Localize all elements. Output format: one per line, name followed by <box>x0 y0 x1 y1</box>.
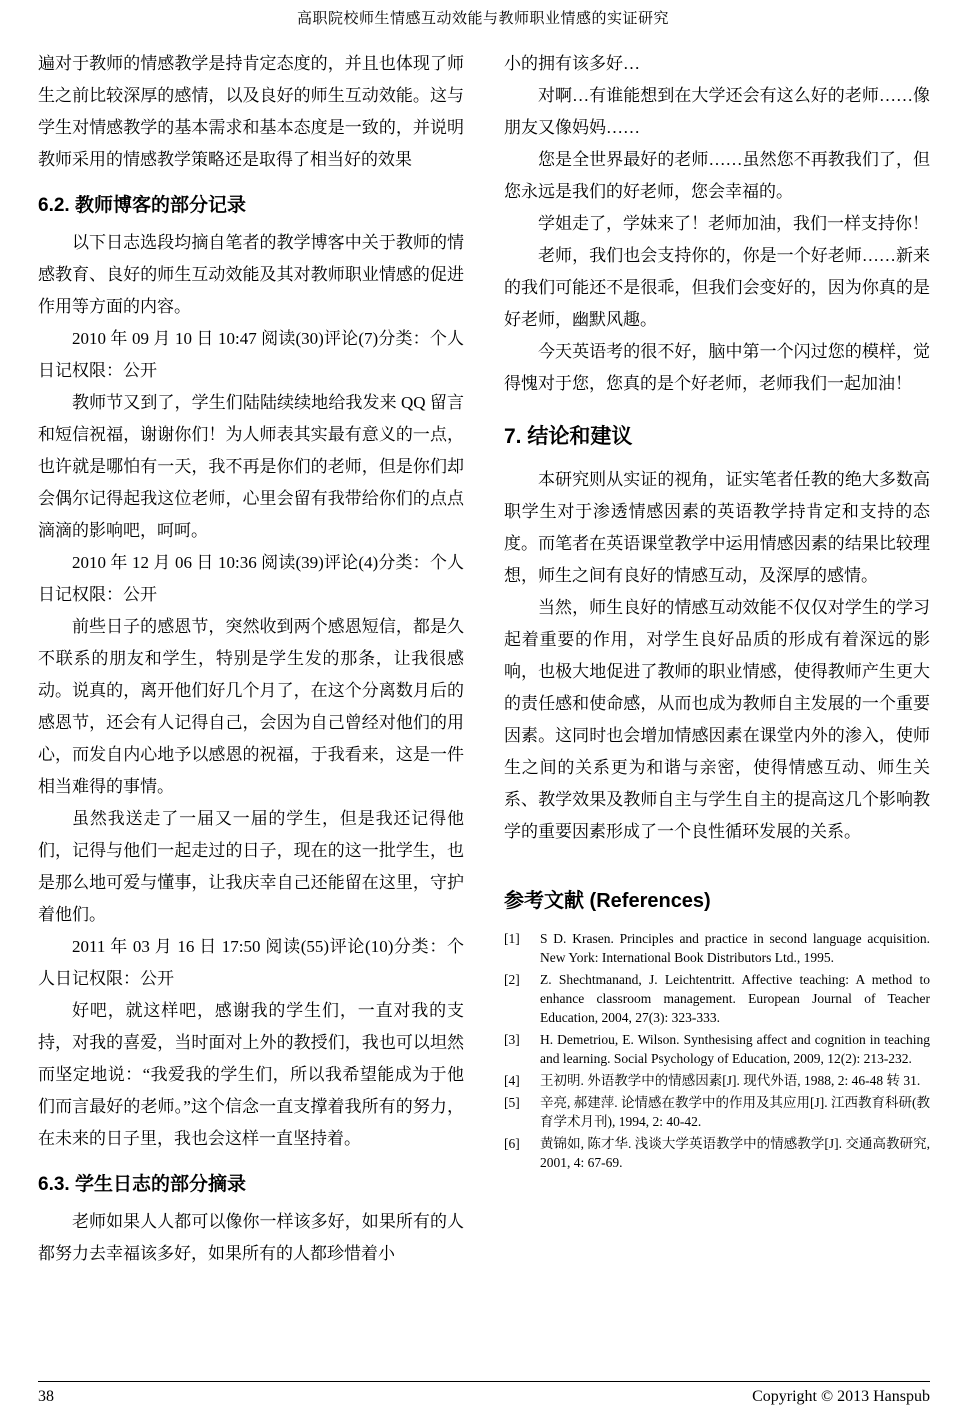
blog-entry-paragraph: 教师节又到了，学生们陆陆续续地给我发来 QQ 留言和短信祝福，谢谢你们！为人师表其实最有意义的一点，也许就是哪怕有一天，我不再是你们的老师，但是你们却会偶尔记得起我这位老师，心里会留有我带给你们的点点滴滴的影响吧，呵呵。 <box>38 393 464 540</box>
student-quote-paragraph: 老师，我们也会支持你的，你是一个好老师……新来的我们可能还不是很乖，但我们会变好的，因为你真的是好老师，幽默风趣。 <box>504 246 930 329</box>
student-quote-paragraph: 小的拥有该多好… <box>504 54 640 73</box>
right-column <box>504 48 930 1368</box>
paragraph: 遍对于教师的情感教学是持肯定态度的，并且也体现了师生之前比较深厚的感情，以及良好的师生互动效能。这与学生对情感教学的基本需求和基本态度是一致的，并说明教师采用的情感教学策略还是取得了相当好的效果 <box>38 54 464 169</box>
reference-item <box>504 929 930 967</box>
student-quote-paragraph: 今天英语考的很不好，脑中第一个闪过您的模样，觉得愧对于您，您真的是个好老师，老师我们一起加油！ <box>504 342 930 393</box>
blog-entry-paragraph: 前些日子的感恩节，突然收到两个感恩短信，都是久不联系的朋友和学生，特别是学生发的那条，让我很感动。说真的，离开他们好几个月了，在这个分离数月后的感恩节，还会有人记得自己，会因为自己曾经对他们的用心，而发自内心地予以感恩的祝福，于我看来，这是一件相当难得的事情。 <box>38 617 464 796</box>
blog-date-line: 2011 年 03 月 16 日 17:50 阅读(55)评论(10)分类：个人日记权限：公开 <box>38 937 464 988</box>
blog-entry-paragraph: 虽然我送走了一届又一届的学生，但是我还记得他们，记得与他们一起走过的日子，现在的这一批学生，也是那么地可爱与懂事，让我庆幸自己还能留在这里，守护着他们。 <box>38 809 464 924</box>
student-quote-paragraph: 学姐走了，学妹来了！老师加油，我们一样支持你！ <box>538 214 929 233</box>
reference-text: H. Demetriou, E. Wilson. Synthesising affect and cognition in teaching and learning. Social Psychology of Education, 2009, 12(2): 213-232. <box>540 1032 930 1066</box>
footer-rule <box>38 1381 930 1382</box>
reference-number: [6] <box>504 1136 520 1151</box>
conclusion-paragraph: 当然，师生良好的情感互动效能不仅仅对学生的学习起着重要的作用，对学生良好品质的形成有着深远的影响，也极大地促进了教师的职业情感，使得教师产生更大的责任感和使命感，从而也成为教师自主发展的一个重要因素。这同时也会增加情感因素在课堂内外的渗入，使师生之间的关系更为和谐与亲密，使得情感互动、师生关系、教学效果及教师自主与学生自主的提高这几个影响教学的重要因素形成了一个良性循环发展的关系。 <box>504 598 930 841</box>
blog-entry-paragraph: 好吧，就这样吧，感谢我的学生们，一直对我的支持，对我的喜爱，当时面对上外的教授们，我也可以坦然而坚定地说：“我爱我的学生们，所以我希望能成为于他们而言最好的老师。”这个信念一直支撑着我所有的努力，在未来的日子里，我也会这样一直坚持着。 <box>38 1001 464 1148</box>
section-heading-6-2: 6.2. 教师博客的部分记录 <box>38 195 246 216</box>
reference-number: [5] <box>504 1095 520 1110</box>
reference-text: 黄锦如, 陈才华. 浅谈大学英语教学中的情感教学[J]. 交通高教研究, 2001, 4: 67-69. <box>540 1136 930 1170</box>
left-column <box>38 48 464 1368</box>
reference-number: [3] <box>504 1032 520 1047</box>
section-heading-6-3: 6.3. 学生日志的部分摘录 <box>38 1174 246 1195</box>
reference-item <box>504 1071 930 1090</box>
page-body <box>38 48 930 1368</box>
conclusion-paragraph: 本研究则从实证的视角，证实笔者任教的绝大多数高职学生对于渗透情感因素的英语教学持肯定和支持的态度。而笔者在英语课堂教学中运用情感因素的结果比较理想，师生之间有良好的情感互动，及深厚的感情。 <box>504 470 930 585</box>
reference-text: Z. Shechtmanand, J. Leichtentritt. Affective teaching: A method to enhance classroom management. European Journal of Teacher Education, 2004, 27(3): 323-333. <box>540 972 930 1025</box>
copyright-notice: Copyright © 2013 Hanspub <box>752 1388 930 1405</box>
reference-number: [4] <box>504 1073 520 1088</box>
reference-number: [1] <box>504 931 520 946</box>
footer-row <box>38 1388 930 1406</box>
blog-date-line: 2010 年 09 月 10 日 10:47 阅读(30)评论(7)分类：个人日记权限：公开 <box>38 329 464 380</box>
reference-item <box>504 970 930 1027</box>
reference-text: S D. Krasen. Principles and practice in second language acquisition. New York: International Book Distributors Ltd., 1995. <box>540 931 930 965</box>
reference-item <box>504 1093 930 1131</box>
paragraph: 以下日志选段均摘自笔者的教学博客中关于教师的情感教育、良好的师生互动效能及其对教师职业情感的促进作用等方面的内容。 <box>38 233 464 316</box>
references-heading: 参考文献 (References) <box>504 890 711 912</box>
page-footer <box>38 1381 930 1406</box>
reference-list <box>504 929 930 1172</box>
page-number: 38 <box>38 1388 54 1405</box>
reference-item <box>504 1030 930 1068</box>
reference-number: [2] <box>504 972 520 987</box>
reference-text: 王初明. 外语教学中的情感因素[J]. 现代外语, 1988, 2: 46-48 转 31. <box>540 1073 921 1088</box>
student-quote-paragraph: 老师如果人人都可以像你一样该多好，如果所有的人都努力去幸福该多好，如果所有的人都珍惜着小 <box>38 1212 464 1263</box>
reference-item <box>504 1134 930 1172</box>
section-heading-7: 7. 结论和建议 <box>504 425 633 448</box>
student-quote-paragraph: 您是全世界最好的老师……虽然您不再教我们了，但您永远是我们的好老师，您会幸福的。 <box>504 150 930 201</box>
running-head-title: 高职院校师生情感互动效能与教师职业情感的实证研究 <box>296 11 669 27</box>
student-quote-paragraph: 对啊…有谁能想到在大学还会有这么好的老师……像朋友又像妈妈…… <box>504 86 930 137</box>
reference-text: 辛亮, 郝建萍. 论情感在教学中的作用及其应用[J]. 江西教育科研(教育学术月刊), 1994, 2: 40-42. <box>540 1095 930 1129</box>
blog-date-line: 2010 年 12 月 06 日 10:36 阅读(39)评论(4)分类：个人日记权限：公开 <box>38 553 464 604</box>
